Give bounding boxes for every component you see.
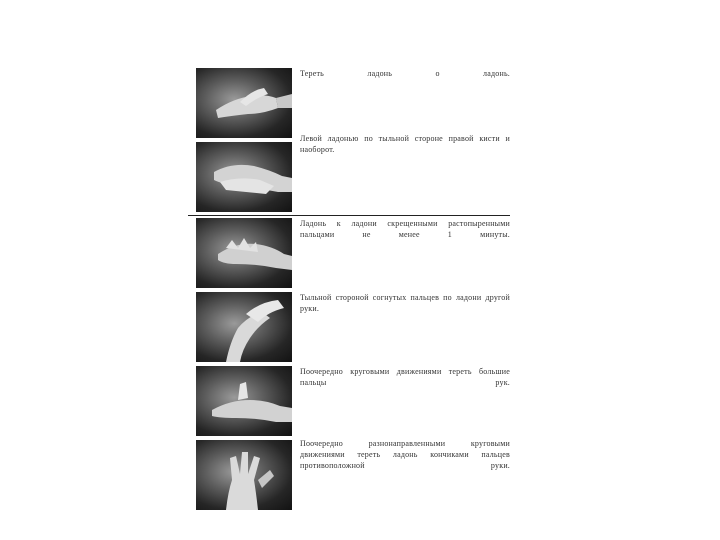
step-caption-6: Поочередно разнонаправленными круговыми движениями тереть ладонь кончиками пальцев противоположной руки. [300, 439, 510, 470]
hand-washing-photo-1 [196, 68, 292, 138]
hand-washing-photo-4 [196, 292, 292, 362]
hand-washing-photo-2 [196, 142, 292, 212]
hand-washing-photo-3 [196, 218, 292, 288]
step-caption-2: Левой ладонью по тыльной стороне правой кисти и наоборот. [300, 134, 510, 154]
step-caption-1: Тереть ладонь о ладонь. [300, 69, 510, 78]
divider-line [188, 215, 510, 216]
step-caption-3: Ладонь к ладони скрещенными растопыренными пальцами не менее 1 минуты. [300, 219, 510, 239]
hand-washing-photo-6 [196, 440, 292, 510]
hand-washing-photo-5 [196, 366, 292, 436]
step-caption-5: Поочередно круговыми движениями тереть большие пальцы рук. [300, 367, 510, 387]
step-caption-4: Тыльной стороной согнутых пальцев по ладони другой руки. [300, 293, 510, 313]
